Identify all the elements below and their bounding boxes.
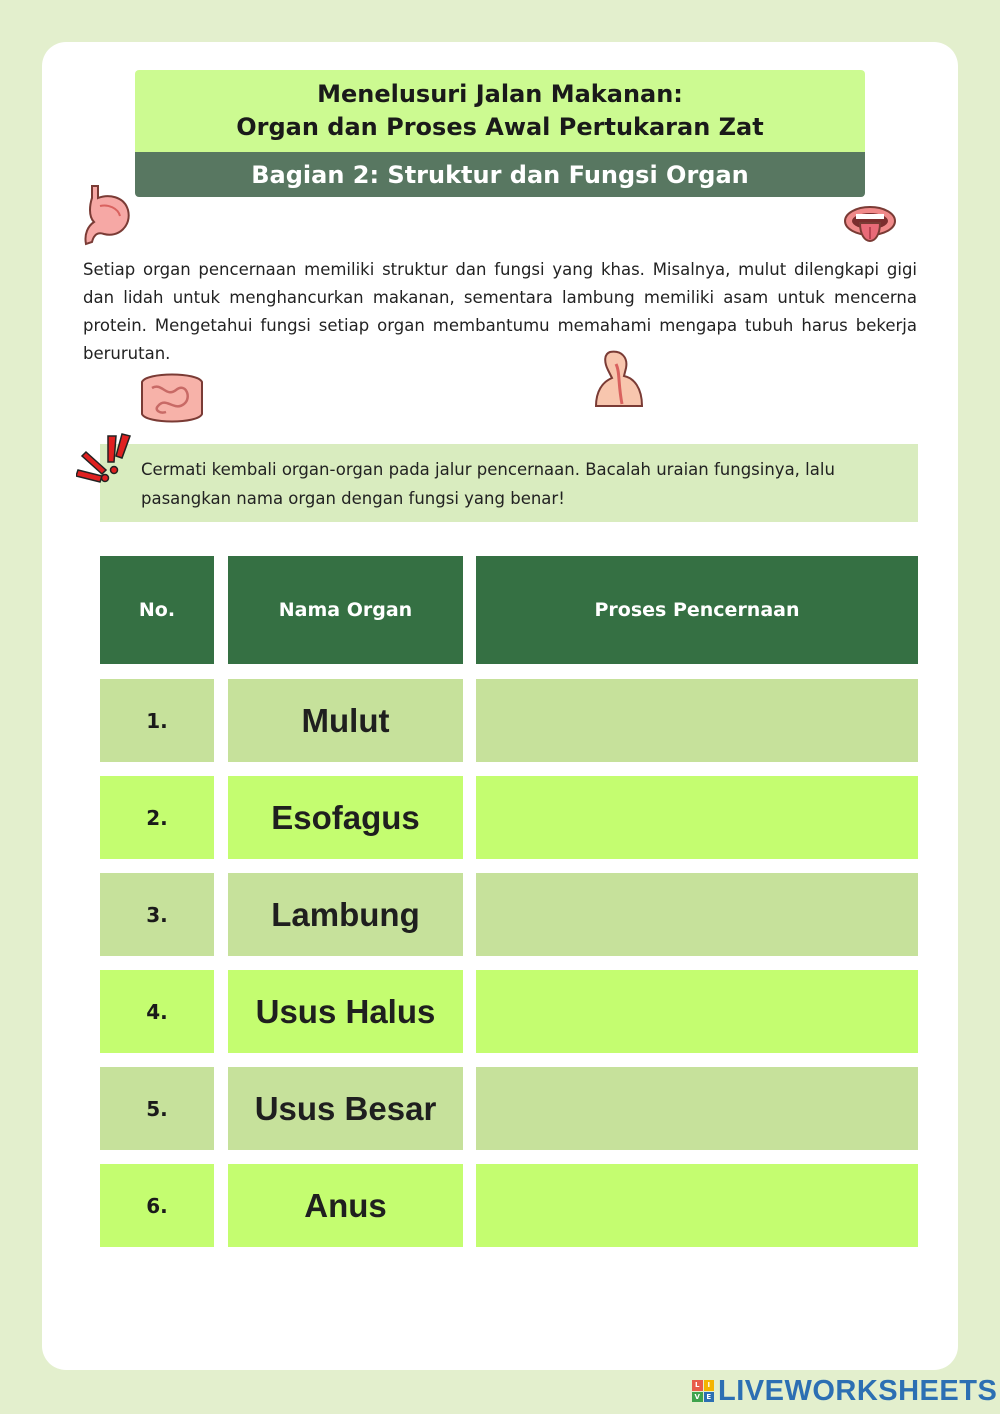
row-number: 5. bbox=[100, 1067, 214, 1150]
row-number: 1. bbox=[100, 679, 214, 762]
header-no: No. bbox=[100, 556, 214, 664]
process-answer-field[interactable] bbox=[476, 679, 918, 762]
instruction-text: Cermati kembali organ-organ pada jalur pencernaan. Bacalah uraian fungsinya, lalu pasangkan nama organ dengan fungsi yang benar! bbox=[141, 460, 835, 508]
organ-name: Lambung bbox=[228, 873, 463, 956]
title-banner bbox=[135, 70, 865, 152]
process-answer-field[interactable] bbox=[476, 1067, 918, 1150]
header-digestion-process: Proses Pencernaan bbox=[476, 556, 918, 664]
process-answer-field[interactable] bbox=[476, 776, 918, 859]
row-number: 3. bbox=[100, 873, 214, 956]
row-number: 6. bbox=[100, 1164, 214, 1247]
header-organ-name: Nama Organ bbox=[228, 556, 463, 664]
exclamation-icon bbox=[76, 432, 134, 486]
organ-name: Usus Besar bbox=[228, 1067, 463, 1150]
intro-paragraph: Setiap organ pencernaan memiliki struktur dan fungsi yang khas. Misalnya, mulut dilengkapi gigi dan lidah untuk menghancurkan makanan, sementara lambung memiliki asam untuk mencerna protein. Mengetahui fungsi setiap organ membantumu memahami mengapa tubuh harus bekerja berurutan. bbox=[83, 260, 917, 363]
subtitle-banner bbox=[135, 152, 865, 197]
liveworksheets-logo-icon: L I V E bbox=[692, 1380, 714, 1402]
brand-name: LIVEWORKSHEETS bbox=[718, 1374, 998, 1407]
process-answer-field[interactable] bbox=[476, 1164, 918, 1247]
title-line-2: Organ dan Proses Awal Pertukaran Zat bbox=[236, 113, 764, 141]
organ-name: Anus bbox=[228, 1164, 463, 1247]
process-answer-field[interactable] bbox=[476, 873, 918, 956]
row-number: 4. bbox=[100, 970, 214, 1053]
row-number: 2. bbox=[100, 776, 214, 859]
organ-name: Usus Halus bbox=[228, 970, 463, 1053]
process-answer-field[interactable] bbox=[476, 970, 918, 1053]
stomach-icon bbox=[78, 182, 134, 248]
intestine-icon bbox=[136, 368, 208, 428]
organ-name: Esofagus bbox=[228, 776, 463, 859]
title-line-1: Menelusuri Jalan Makanan: bbox=[317, 80, 683, 108]
mouth-icon bbox=[842, 203, 898, 255]
organ-name: Mulut bbox=[228, 679, 463, 762]
section-subtitle: Bagian 2: Struktur dan Fungsi Organ bbox=[251, 160, 749, 189]
liveworksheets-brand bbox=[692, 1376, 997, 1406]
